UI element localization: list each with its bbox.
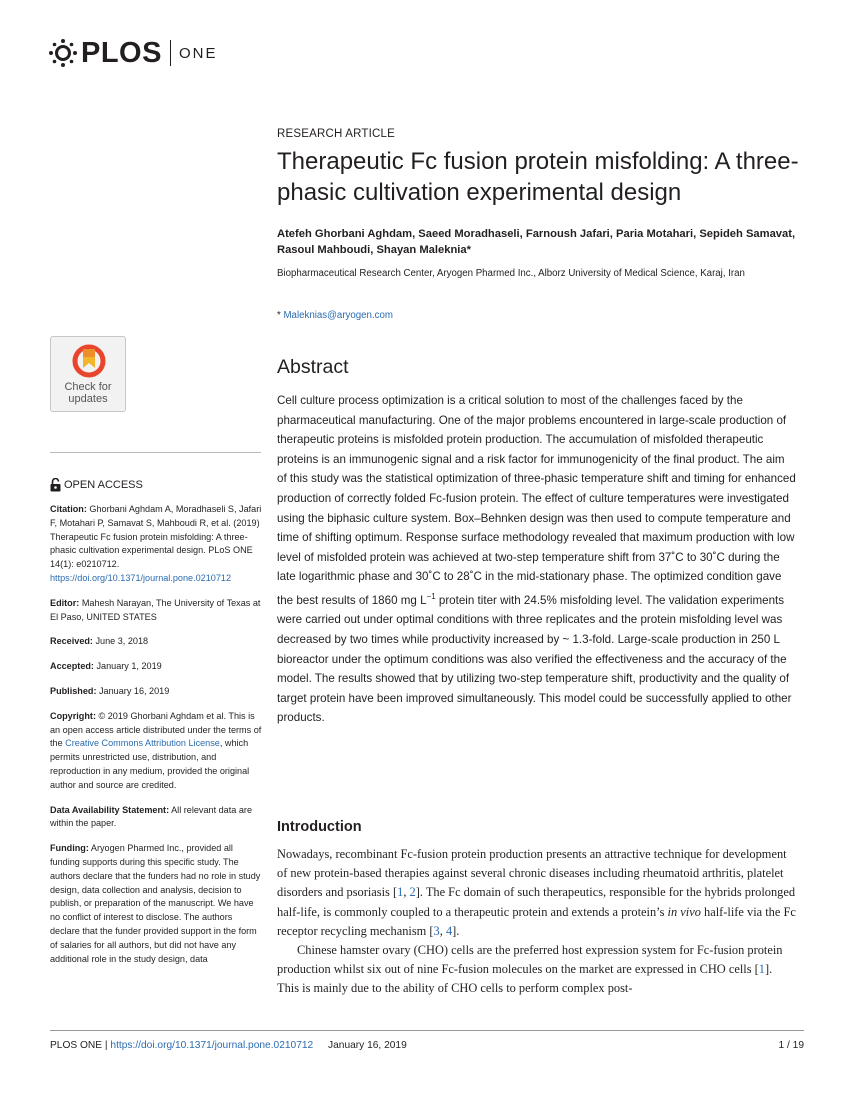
received-block <box>50 635 262 649</box>
funding-text: Aryogen Pharmed Inc., provided all funding supports during this specific study. The authors declare that the funders had no role in study design, data collection and analysis, decision to publish, or preparation of the manuscript. We have no conflict of interest to disclose. The authors declare that the funder provided support in the form of salaries for all authors, but did not have any additional role in the study design, data <box>50 843 261 964</box>
introduction-text <box>277 845 797 999</box>
editor-text: Mahesh Narayan, The University of Texas at El Paso, UNITED STATES <box>50 597 261 622</box>
intro-p2-text-a: Chinese hamster ovary (CHO) cells are the preferred host expression system for Fc-fusion protein production whilst six out of nine Fc-fusion molecules on the market are expressed in CHO cells [ <box>277 943 783 977</box>
open-access-label: OPEN ACCESS <box>64 479 143 491</box>
intro-p2-text-b: ]. This is mainly due to the ability of CHO cells to perform complex post- <box>277 962 773 996</box>
abstract-text-part-1: Cell culture process optimization is a critical solution to most of the challenges faced by the pharmaceutical manufacturing. One of the major problems encountered in large-scale production of therapeutic proteins is misfolded protein production. The accumulation of misfolded therapeutic proteins is an immunogenic signal and a risk factor for immunogenicity of the final product. The aim of this study was the statistical optimization of three-phasic temperature shift and timing for enhanced production of correctly folded Fc-fusion protein. The effect of culture temperatures were investigated using the biphasic culture system. Box–Behnken design was then used to compute temperature and time of shifting optimum. Response surface methodology revealed that maximum production with low level of misfolded protein was achieved at two-step temperature shift from 37˚C to 30˚C during the late logarithmic phase and 30˚C to 28˚C in the mid-stationary phase. The optimized condition gave the best results of 1860 mg L <box>277 394 796 607</box>
footer-journal: PLOS ONE | <box>50 1040 111 1051</box>
copyright-text-2: , which permits unrestricted use, distribution, and reproduction in any medium, provided the original author and source are credited. <box>50 738 250 790</box>
intro-p1-ref-separator: , <box>403 885 410 900</box>
intro-paragraph-2 <box>277 941 797 999</box>
page-footer <box>50 1040 804 1051</box>
article-type: RESEARCH ARTICLE <box>277 128 396 140</box>
editor-block <box>50 597 262 625</box>
check-updates-label <box>51 382 125 405</box>
plos-one-logo <box>48 36 217 70</box>
open-lock-icon <box>50 478 61 492</box>
corresponding-email-link[interactable]: Maleknias@aryogen.com <box>283 310 393 321</box>
check-updates-icon <box>72 344 106 378</box>
check-for-updates-button[interactable] <box>50 336 126 412</box>
check-updates-line-2: updates <box>68 392 108 405</box>
check-updates-line-1: Check for <box>64 381 112 393</box>
data-availability-block <box>50 804 262 832</box>
copyright-text-1: © 2019 Ghorbani Aghdam et al. This is an open access article distributed under the terms of the <box>50 710 262 749</box>
footer-date: January 16, 2019 <box>328 1040 407 1051</box>
corresponding-author <box>277 310 393 321</box>
intro-p1-italic: in vivo <box>667 904 701 919</box>
received-label: Received: <box>50 636 93 647</box>
intro-p1-text-d: ]. <box>452 923 460 938</box>
funding-block <box>50 842 262 966</box>
reference-link-1[interactable]: 1 <box>397 885 404 900</box>
affiliation: Biopharmaceutical Research Center, Aryogen Pharmed Inc., Alborz University of Medical Science, Karaj, Iran <box>277 268 745 279</box>
intro-p1-ref-separator-2: , <box>439 923 446 938</box>
copyright-block <box>50 710 262 793</box>
plos-logo-icon <box>48 38 78 68</box>
published-date: January 16, 2019 <box>96 685 170 696</box>
footer-doi-link[interactable]: https://doi.org/10.1371/journal.pone.0210712 <box>110 1040 314 1051</box>
citation-label: Citation: <box>50 504 87 514</box>
abstract-heading: Abstract <box>277 356 349 378</box>
data-availability-label: Data Availability Statement: <box>50 804 170 815</box>
article-metadata <box>50 503 262 977</box>
published-label: Published: <box>50 685 97 696</box>
intro-p1-text-c: half-life via the Fc receptor recycling mechanism [ <box>277 904 796 938</box>
editor-label: Editor: <box>50 597 80 608</box>
intro-paragraph-1 <box>277 845 797 941</box>
open-access-badge <box>50 478 143 492</box>
reference-link-4[interactable]: 4 <box>445 923 453 938</box>
citation-doi-link[interactable]: https://doi.org/10.1371/journal.pone.0210712 <box>50 572 232 583</box>
article-title: Therapeutic Fc fusion protein misfolding: A three-phasic cultivation experimental design <box>277 148 799 206</box>
footer-divider <box>50 1030 804 1031</box>
published-block <box>50 685 262 699</box>
received-date: June 3, 2018 <box>92 636 149 647</box>
copyright-label: Copyright: <box>50 710 96 721</box>
introduction-heading: Introduction <box>277 819 362 835</box>
reference-link-1b[interactable]: 1 <box>758 962 765 977</box>
accepted-date: January 1, 2019 <box>93 661 162 672</box>
citation-text: Ghorbani Aghdam A, Moradhaseli S, Jafari F, Motahari P, Samavat S, Mahboudi R, et al. (2019) Therapeutic Fc fusion protein misfolding: A three-phasic cultivation experimental design. PLoS ONE 14(1): e0210712. <box>50 504 262 570</box>
sidebar-divider <box>50 452 261 453</box>
logo-plos-text: PLOS <box>81 36 162 69</box>
funding-label: Funding: <box>50 843 89 854</box>
license-link[interactable]: Creative Commons Attribution License <box>65 738 220 749</box>
logo-journal-text: ONE <box>178 44 218 62</box>
intro-p1-text-b: ]. The Fc domain of such therapeutics, responsible for the hybrids prolonged half-life, is commonly coupled to a therapeutic protein and extends a protein’s <box>277 885 796 919</box>
data-availability-text: All relevant data are within the paper. <box>50 804 252 829</box>
citation-block <box>50 503 262 586</box>
page-number: 1 / 19 <box>778 1040 804 1051</box>
accepted-block <box>50 660 262 674</box>
logo-divider <box>170 40 171 66</box>
reference-link-3[interactable]: 3 <box>433 923 440 938</box>
intro-p1-text-a: Nowadays, recombinant Fc-fusion protein production presents an attractive technique for development of new protein-based therapies against several chronic diseases including rheumatoid arthritis, platelet disorders and psoriasis [ <box>277 847 787 900</box>
reference-link-2[interactable]: 2 <box>409 885 416 900</box>
author-list: Atefeh Ghorbani Aghdam, Saeed Moradhaseli, Farnoush Jafari, Paria Motahari, Sepideh Samavat, Rasoul Mahboudi, Shayan Maleknia* <box>277 228 796 256</box>
abstract-text-part-2: protein titer with 24.5% misfolding level. The validation experiments were carried out under optimal conditions with three replicates and the protein misfolding level was decreased by two times while productivity increased by ~ 1.3-fold. Large-scale production in 250 L bioreactor under the optimum conditions was also verified the effectiveness and the accuracy of the model. The results showed that by utilizing two-step temperature shift, productivity and the quality of target protein have been improved simultaneously. This model could be successfully applied to other products. <box>277 593 792 725</box>
accepted-label: Accepted: <box>50 661 94 672</box>
corresponding-star: * <box>277 310 281 321</box>
abstract-superscript: −1 <box>426 591 436 601</box>
abstract-text <box>277 391 797 728</box>
